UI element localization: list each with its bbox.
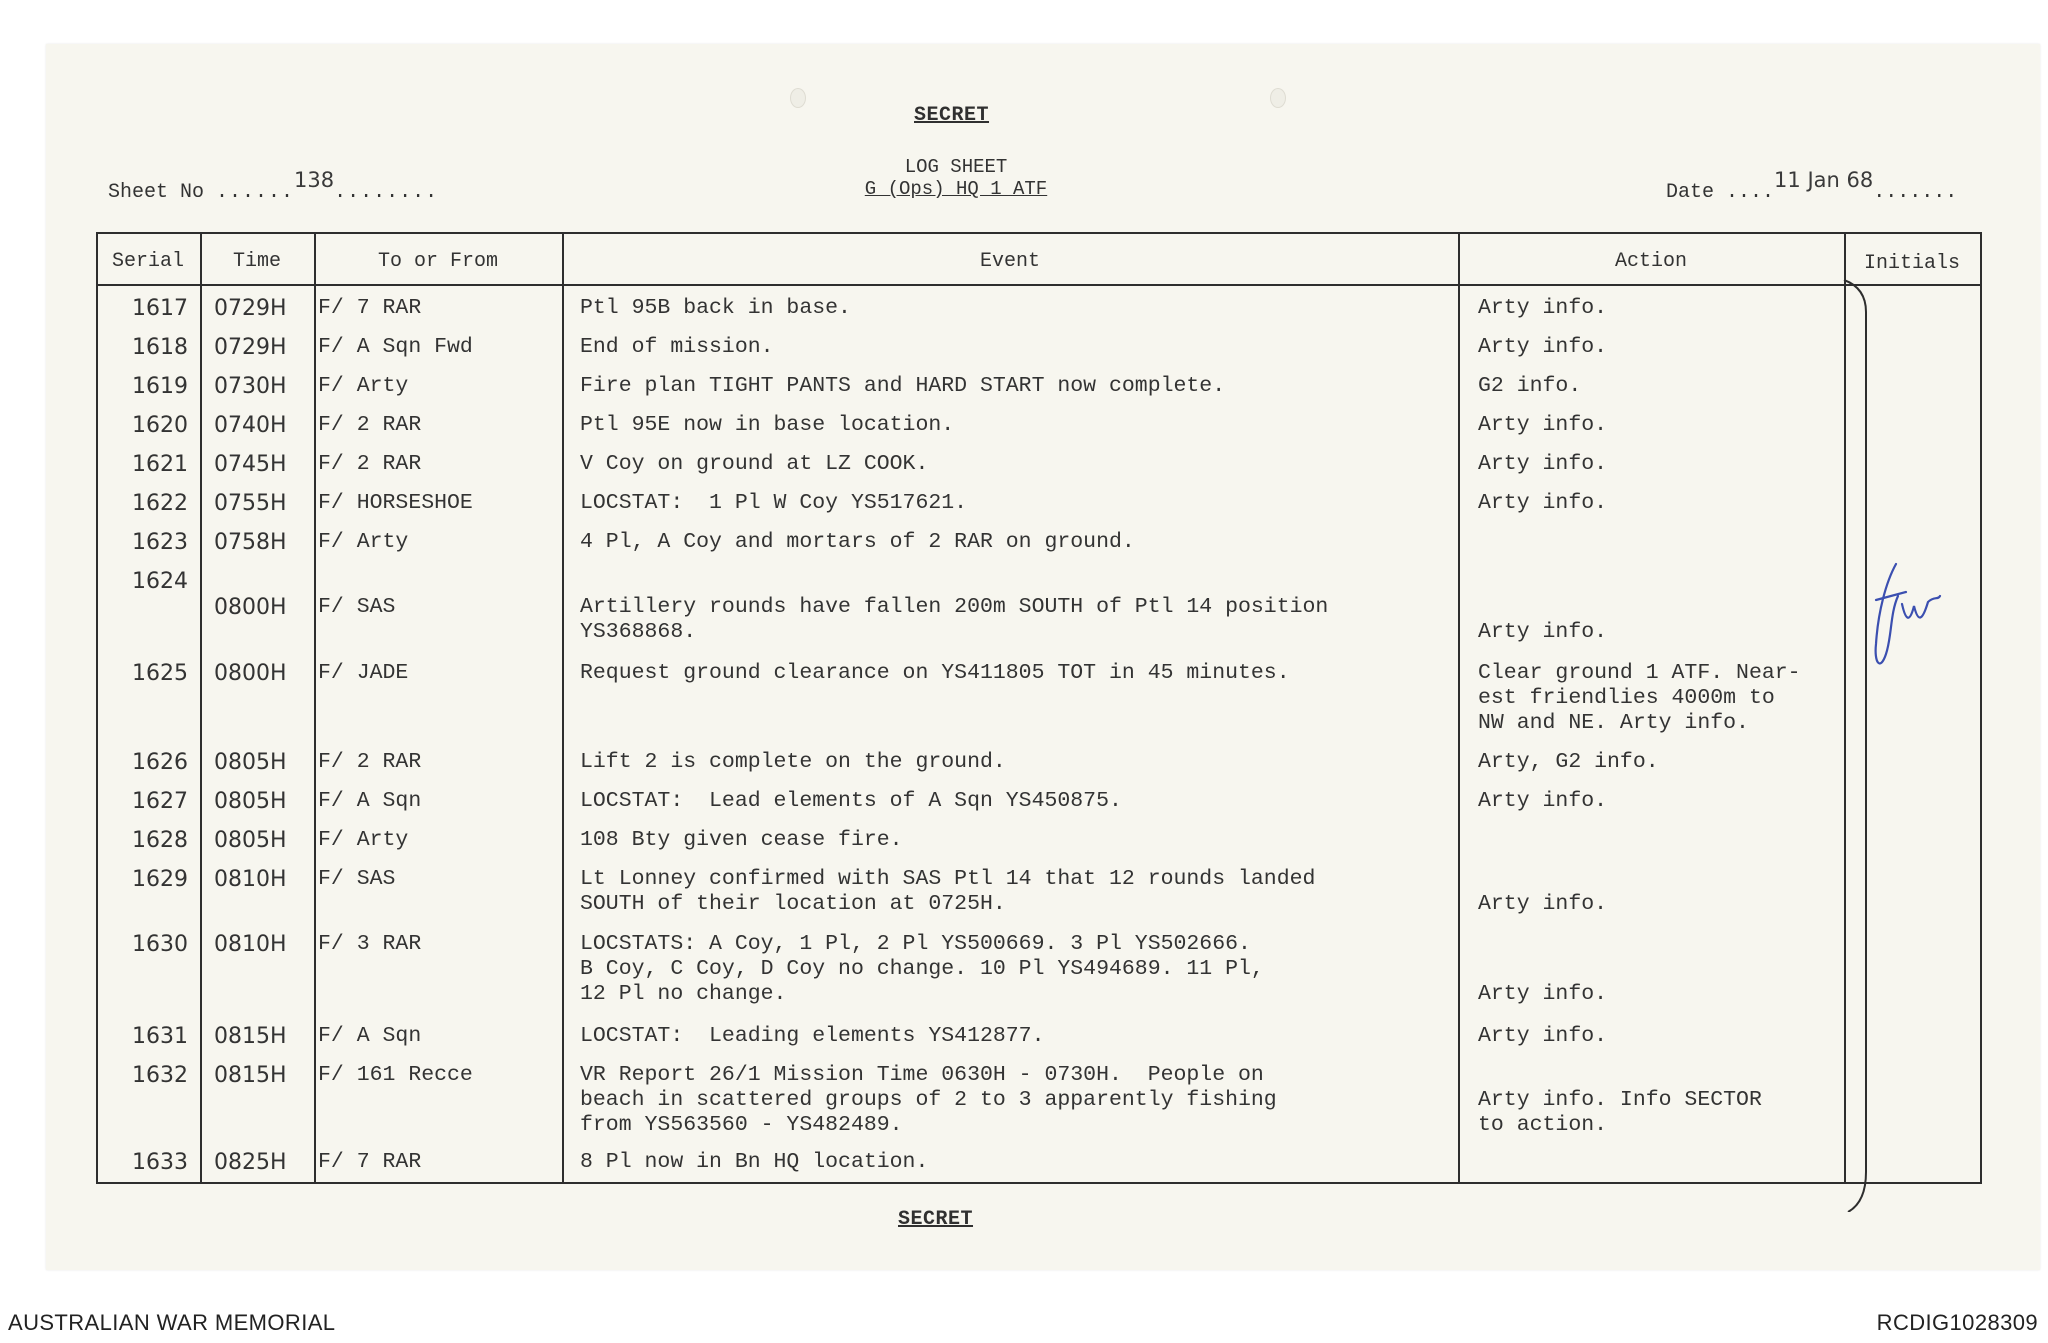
cell-time: 0800H <box>214 595 287 620</box>
cell-event: 108 Bty given cease fire. <box>580 828 903 852</box>
cell-event: Lift 2 is complete on the ground. <box>580 750 1006 774</box>
cell-time: 0815H <box>214 1024 287 1049</box>
cell-serial: 1623 <box>132 530 188 555</box>
cell-time: 0810H <box>214 932 287 957</box>
cell-time: 0810H <box>214 867 287 892</box>
cell-time: 0729H <box>214 296 287 321</box>
log-title-line1: LOG SHEET <box>904 156 1008 178</box>
col-header-initials: Initials <box>1863 252 1960 275</box>
cell-serial: 1626 <box>132 750 188 775</box>
cell-event: 8 Pl now in Bn HQ location. <box>580 1150 929 1174</box>
cell-from: F/ A Sqn <box>318 789 422 813</box>
cell-from: F/ 2 RAR <box>318 413 422 437</box>
cell-serial: 1622 <box>132 491 188 516</box>
col-header-event: Event <box>979 250 1040 273</box>
secret-marking-bottom: SECRET <box>898 1208 974 1231</box>
cell-event: VR Report 26/1 Mission Time 0630H - 0730H. People on beach in scattered groups of 2 to 3 apparently fishing from YS563560 - YS482489. <box>580 1063 1277 1137</box>
cell-action: Arty info. <box>1478 452 1608 476</box>
sheet-number-value: 138 <box>294 168 335 192</box>
footer-institution: AUSTRALIAN WAR MEMORIAL <box>8 1310 336 1335</box>
cell-serial: 1619 <box>132 374 188 399</box>
cell-time: 0755H <box>214 491 287 516</box>
cell-action: Arty info. <box>1478 413 1608 437</box>
col-header-action: Action <box>1614 250 1687 273</box>
cell-action: Arty info. <box>1478 620 1608 644</box>
col-header-time: Time <box>232 250 281 273</box>
date-label: Date <box>1666 181 1715 204</box>
cell-action: Clear ground 1 ATF. Near- est friendlies 4000m to NW and NE. Arty info. <box>1478 661 1801 735</box>
cell-event: 4 Pl, A Coy and mortars of 2 RAR on ground. <box>580 530 1135 554</box>
footer-record-id: RCDIG1028309 <box>1876 1310 2038 1335</box>
cell-serial: 1624 <box>132 569 188 594</box>
cell-time: 0825H <box>214 1150 287 1175</box>
cell-event: Fire plan TIGHT PANTS and HARD START now complete. <box>580 374 1226 398</box>
cell-action: Arty, G2 info. <box>1478 750 1659 774</box>
log-title <box>836 156 1076 200</box>
cell-event: LOCSTAT: Leading elements YS412877. <box>580 1024 1045 1048</box>
cell-from: F/ 161 Recce <box>318 1063 473 1087</box>
cell-event: Ptl 95B back in base. <box>580 296 851 320</box>
cell-time: 0740H <box>214 413 287 438</box>
cell-from: F/ Arty <box>318 828 409 852</box>
cell-from: F/ 2 RAR <box>318 750 422 774</box>
sheet-label: Sheet No <box>108 181 205 204</box>
log-table <box>96 232 1982 1184</box>
cell-action: Arty info. <box>1478 789 1608 813</box>
cell-event: LOCSTAT: 1 Pl W Coy YS517621. <box>580 491 968 515</box>
date-field: Date ....11 Jan 68....... <box>1666 168 1958 204</box>
cell-serial: 1629 <box>132 867 188 892</box>
secret-marking-top: SECRET <box>914 104 990 127</box>
cell-event: Request ground clearance on YS411805 TOT in 45 minutes. <box>580 661 1290 685</box>
cell-action: Arty info. <box>1478 491 1608 515</box>
cell-from: F/ 2 RAR <box>318 452 422 476</box>
cell-serial: 1631 <box>132 1024 188 1049</box>
cell-action: Arty info. <box>1478 296 1608 320</box>
cell-time: 0800H <box>214 661 287 686</box>
cell-from: F/ SAS <box>318 595 396 619</box>
initials-signature <box>1856 552 1946 682</box>
cell-from: F/ JADE <box>318 661 409 685</box>
cell-action: Arty info. <box>1478 335 1608 359</box>
cell-serial: 1627 <box>132 789 188 814</box>
cell-time: 0805H <box>214 789 287 814</box>
cell-from: F/ 3 RAR <box>318 932 422 956</box>
cell-from: F/ Arty <box>318 530 409 554</box>
cell-action: Arty info. <box>1478 1024 1608 1048</box>
cell-action: Arty info. <box>1478 892 1608 916</box>
cell-event: Artillery rounds have fallen 200m SOUTH of Ptl 14 position YS368868. <box>580 595 1329 644</box>
cell-serial: 1632 <box>132 1063 188 1088</box>
cell-time: 0805H <box>214 750 287 775</box>
cell-event: End of mission. <box>580 335 774 359</box>
punch-hole-left <box>790 88 806 108</box>
cell-event: LOCSTAT: Lead elements of A Sqn YS450875. <box>580 789 1122 813</box>
initials-bracket <box>1840 272 1880 1212</box>
cell-serial: 1625 <box>132 661 188 686</box>
cell-event: V Coy on ground at LZ COOK. <box>580 452 929 476</box>
cell-time: 0758H <box>214 530 287 555</box>
cell-action: Arty info. Info SECTOR to action. <box>1478 1088 1762 1137</box>
cell-serial: 1617 <box>132 296 188 321</box>
date-value: 11 Jan 68 <box>1774 168 1874 192</box>
cell-action: Arty info. <box>1478 982 1608 1006</box>
cell-from: F/ SAS <box>318 867 396 891</box>
col-header-serial: Serial <box>111 250 184 273</box>
punch-hole-right <box>1270 88 1286 108</box>
cell-time: 0815H <box>214 1063 287 1088</box>
log-title-line2: G (Ops) HQ 1 ATF <box>864 178 1048 200</box>
cell-event: Ptl 95E now in base location. <box>580 413 955 437</box>
cell-action: G2 info. <box>1478 374 1582 398</box>
cell-serial: 1630 <box>132 932 188 957</box>
cell-from: F/ 7 RAR <box>318 296 422 320</box>
cell-serial: 1621 <box>132 452 188 477</box>
cell-time: 0805H <box>214 828 287 853</box>
cell-time: 0730H <box>214 374 287 399</box>
cell-from: F/ Arty <box>318 374 409 398</box>
cell-serial: 1618 <box>132 335 188 360</box>
cell-from: F/ A Sqn Fwd <box>318 335 473 359</box>
cell-event: Lt Lonney confirmed with SAS Ptl 14 that 12 rounds landed SOUTH of their location at 0725H. <box>580 867 1316 916</box>
cell-from: F/ HORSESHOE <box>318 491 473 515</box>
col-header-to-or-from: To or From <box>377 250 499 273</box>
cell-serial: 1628 <box>132 828 188 853</box>
cell-serial: 1633 <box>132 1150 188 1175</box>
cell-time: 0729H <box>214 335 287 360</box>
cell-time: 0745H <box>214 452 287 477</box>
sheet-number: Sheet No ......138........ <box>108 168 439 204</box>
cell-event: LOCSTATS: A Coy, 1 Pl, 2 Pl YS500669. 3 Pl YS502666. B Coy, C Coy, D Coy no change. 10 Pl YS494689. 11 Pl, 12 Pl no change. <box>580 932 1264 1006</box>
cell-from: F/ 7 RAR <box>318 1150 422 1174</box>
cell-serial: 1620 <box>132 413 188 438</box>
cell-from: F/ A Sqn <box>318 1024 422 1048</box>
